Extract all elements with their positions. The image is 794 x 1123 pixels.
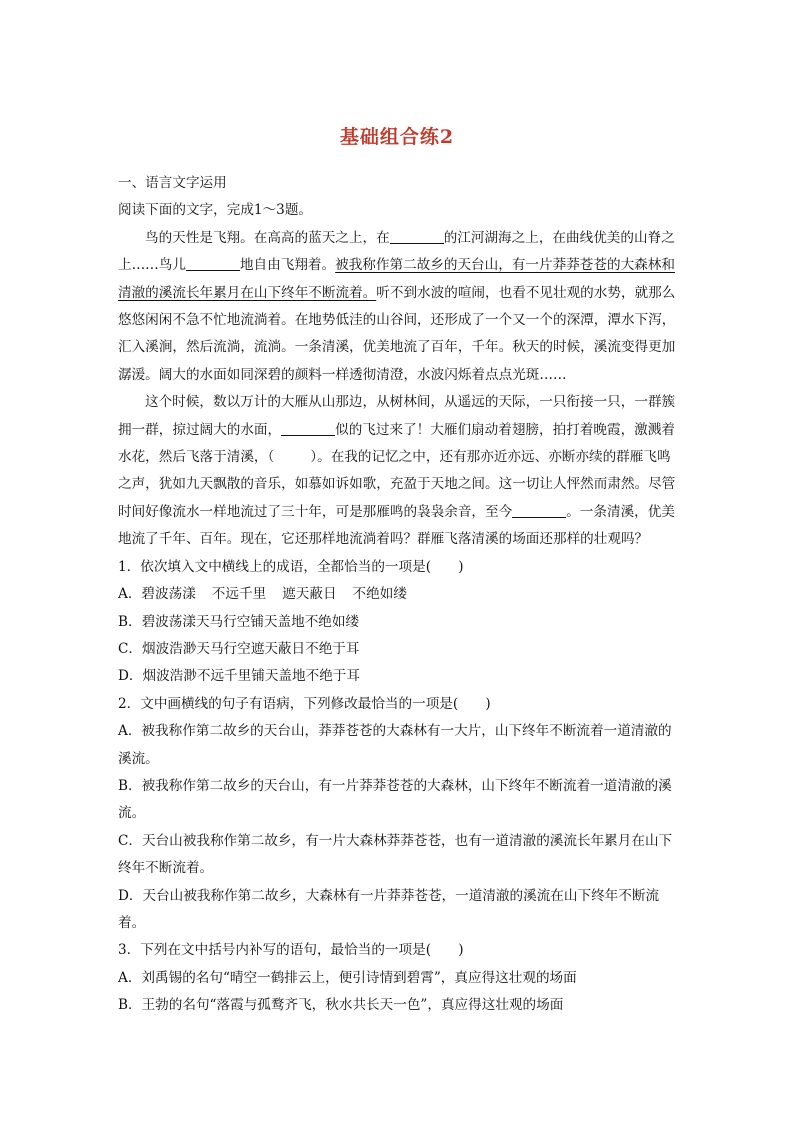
underlined-sentence: 被我称作第二故乡的天台山，有一片莽莽苍苍的大森林和清澈的溪流长年累月在山下终年不断流着。: [118, 257, 675, 301]
passage-text: 似的飞过来了！大雁们扇动着翅膀，拍打着晚霞，激溅着水花，然后飞落于清溪，（: [118, 421, 675, 466]
option-text: 不远千里: [211, 586, 267, 603]
passage-paragraph-2: [118, 389, 680, 553]
option-letter: C．: [118, 832, 142, 849]
question-1-option-d: [118, 663, 680, 690]
fill-blank: [281, 421, 335, 436]
passage-text: 这个时候，数以万计的大雁从山那边，从树林间，从遥远的天际，一只衔接一只，一群簇拥一群，掠过阔大的水面，: [118, 394, 676, 438]
page-title: 基础组合练2: [339, 126, 455, 148]
option-text: 不绝如缕: [352, 586, 407, 603]
option-text: 遮天蔽日: [282, 586, 337, 603]
passage-text: 。一条清溪，优美地流了千年、百年。现在，它还那样地流淌着吗？群雁飞落清溪的场面还那样的壮观吗？: [118, 503, 675, 548]
option-text: 王勃的名句“落霞与孤鹜齐飞，秋水共长天一色”，真应得这壮观的场面: [141, 997, 564, 1014]
passage-text: 的江河湖海之上，在曲线优美的山脊之上……鸟儿: [118, 229, 675, 274]
question-2-option-b: [118, 773, 680, 828]
section-heading: 一、语言文字运用: [118, 175, 227, 191]
option-text: 碧波荡漾: [141, 586, 196, 603]
fill-blank: [186, 256, 240, 271]
passage-text: ）。在我的记忆之中，还有那亦近亦远、亦断亦续的群雁飞鸣之声，犹如九天飘散的音乐，如慕如诉如歌，充盈于天地之间。这一切让人怦然而肃然。尽管时间好像流水一样地流过了三十年，可是那雁鸣的袅袅余音，至今: [118, 449, 676, 520]
question-2-option-c: [118, 828, 680, 883]
section-instruction: 阅读下面的文字，完成1～3题。: [118, 202, 313, 219]
option-letter: B．: [118, 997, 142, 1014]
passage-text: 地自由飞翔着。: [239, 257, 336, 274]
question-1-option-c: [118, 636, 680, 663]
question-2-stem: 2．文中画横线的句子有语病，下列修改最恰当的一项是( ): [118, 695, 491, 712]
option-letter: A．: [118, 723, 142, 740]
option-letter: A．: [118, 969, 142, 986]
option-letter: B．: [118, 777, 142, 794]
option-text: 天台山被我称作第二故乡，大森林有一片莽莽苍苍，一道清澈的溪流在山下终年不断流着。: [118, 887, 660, 931]
option-text: 被我称作第二故乡的天台山，有一片莽莽苍苍的大森林，山下终年不断流着一道清澈的溪流。: [118, 777, 672, 822]
question-3-option-b: [118, 992, 680, 1019]
question-3-stem: 3．下列在文中括号内补写的语句，最恰当的一项是( ): [118, 942, 464, 959]
question-3-option-a: [118, 965, 680, 992]
fill-blank: [390, 229, 444, 244]
option-letter: B．: [118, 613, 142, 630]
question-1-option-b: [118, 609, 680, 636]
question-2-option-d: [118, 883, 680, 938]
option-text: 被我称作第二故乡的天台山，莽莽苍苍的大森林有一大片，山下终年不断流着一道清澈的溪流。: [118, 723, 672, 767]
question-2-option-a: [118, 718, 680, 773]
passage-text: 鸟的天性是飞翔。在高高的蓝天之上，在: [145, 229, 390, 246]
passage-paragraph-1: [118, 225, 680, 389]
option-letter: D．: [118, 887, 143, 904]
question-1-option-a: [118, 581, 680, 608]
option-text: 烟波浩渺不远千里铺天盖地不绝于耳: [142, 668, 360, 685]
option-text: 刘禹锡的名句“晴空一鹤排云上，便引诗情到碧霄”，真应得这壮观的场面: [141, 969, 577, 986]
option-letter: A．: [118, 586, 142, 603]
option-text: 天台山被我称作第二故乡，有一片大森林莽莽苍苍，也有一道清澈的溪流长年累月在山下终年不断流着。: [118, 832, 673, 877]
option-letter: D．: [118, 668, 143, 685]
option-text: 碧波荡漾天马行空铺天盖地不绝如缕: [141, 613, 360, 630]
question-1-stem: 1．依次填入文中横线上的成语，全都恰当的一项是( ): [118, 558, 464, 575]
option-letter: C．: [118, 640, 142, 657]
fill-blank: [512, 503, 566, 518]
document-body: [118, 170, 680, 1020]
passage-text: 听不到水波的喧闹，也看不见壮观的水势，就那么悠悠闲闲不急不忙地流淌着。在地势低洼的山谷间，还形成了一个又一个的深潭，潭水下泻，汇入溪涧，然后流淌，流淌。一条清溪，优美地流了百年，千年。秋天的时候，溪流变得更加潺湲。阔大的水面如同深碧的颜料一样透彻清澄，水波闪烁着点点光斑……: [118, 284, 676, 383]
option-text: 烟波浩渺天马行空遮天蔽日不绝于耳: [142, 640, 360, 657]
